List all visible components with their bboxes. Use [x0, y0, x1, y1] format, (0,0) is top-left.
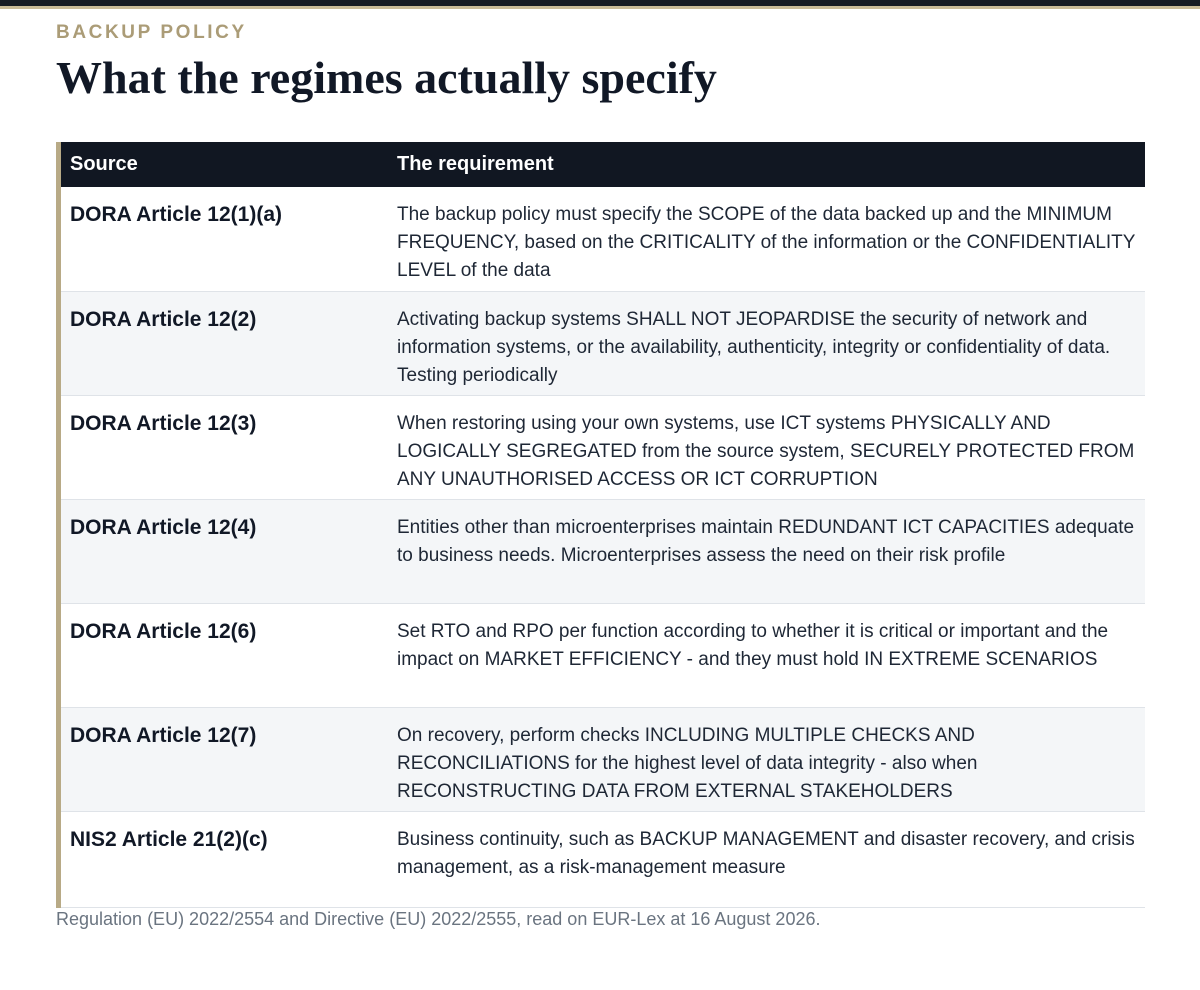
table-header-row	[61, 142, 1145, 187]
row-source: DORA Article 12(4)	[61, 499, 387, 603]
row-requirement: On recovery, perform checks INCLUDING MULTIPLE CHECKS AND RECONCILIATIONS for the highest level of data integrity - also when RECONSTRUCTING DATA FROM EXTERNAL STAKEHOLDERS	[387, 707, 1145, 811]
row-requirement: The backup policy must specify the SCOPE of the data backed up and the MINIMUM FREQUENCY, based on the CRITICALITY of the information or the CONFIDENTIALITY LEVEL of the data	[387, 187, 1145, 291]
column-header-source: Source	[61, 142, 387, 187]
page-title: What the regimes actually specify	[56, 52, 717, 103]
row-requirement: Activating backup systems SHALL NOT JEOPARDISE the security of network and information systems, or the availability, authenticity, integrity or confidentiality of data. Testing periodically	[387, 291, 1145, 395]
row-requirement: When restoring using your own systems, use ICT systems PHYSICALLY AND LOGICALLY SEGREGATED from the source system, SECURELY PROTECTED FROM ANY UNAUTHORISED ACCESS OR ICT CORRUPTION	[387, 395, 1145, 499]
row-source: DORA Article 12(1)(a)	[61, 187, 387, 291]
requirements-table	[56, 142, 1145, 908]
eyebrow-label: BACKUP POLICY	[56, 22, 247, 43]
table-row	[61, 603, 1145, 707]
top-rule-accent	[0, 6, 1200, 9]
source-footnote: Regulation (EU) 2022/2554 and Directive (EU) 2022/2555, read on EUR-Lex at 16 August 2026.	[56, 909, 821, 929]
table-row	[61, 811, 1145, 907]
row-source: DORA Article 12(2)	[61, 291, 387, 395]
table-row	[61, 707, 1145, 811]
row-source: NIS2 Article 21(2)(c)	[61, 811, 387, 907]
row-source: DORA Article 12(7)	[61, 707, 387, 811]
table-row	[61, 291, 1145, 395]
table-row	[61, 499, 1145, 603]
column-header-requirement: The requirement	[387, 142, 1145, 187]
row-source: DORA Article 12(6)	[61, 603, 387, 707]
table-row	[61, 187, 1145, 291]
table-row	[61, 395, 1145, 499]
row-source: DORA Article 12(3)	[61, 395, 387, 499]
row-requirement: Set RTO and RPO per function according to whether it is critical or important and the impact on MARKET EFFICIENCY - and they must hold IN EXTREME SCENARIOS	[387, 603, 1145, 707]
row-requirement: Business continuity, such as BACKUP MANAGEMENT and disaster recovery, and crisis management, as a risk-management measure	[387, 811, 1145, 907]
row-requirement: Entities other than microenterprises maintain REDUNDANT ICT CAPACITIES adequate to business needs. Microenterprises assess the need on their risk profile	[387, 499, 1145, 603]
